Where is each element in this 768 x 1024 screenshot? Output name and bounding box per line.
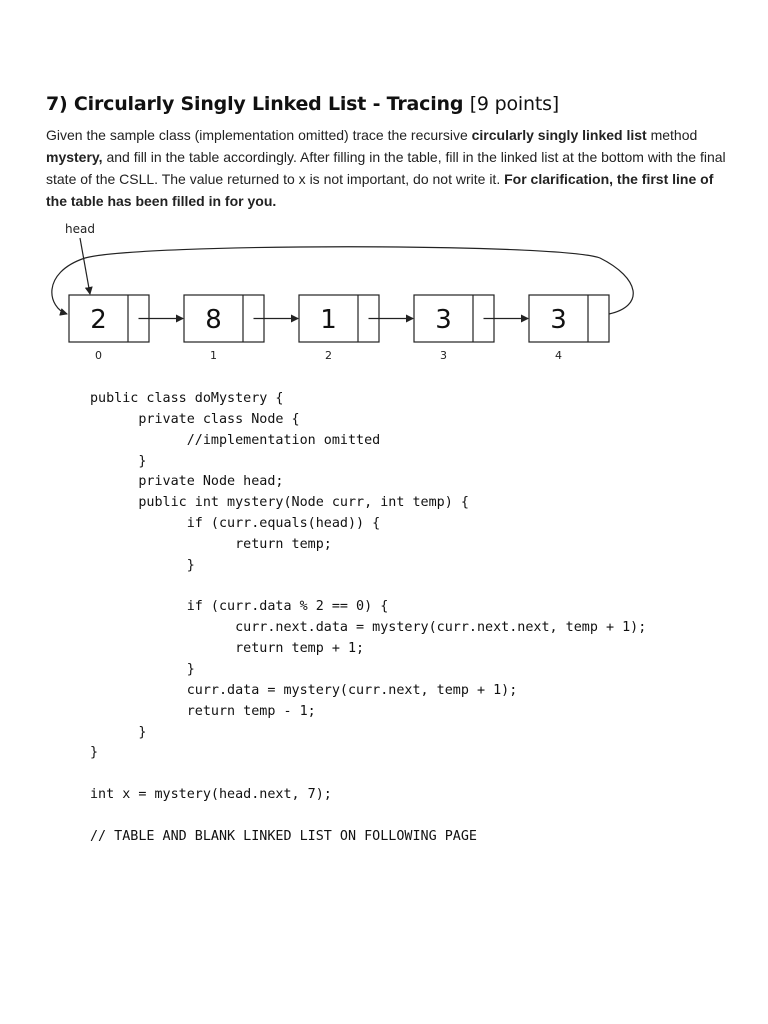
code-line: int x = mystery(head.next, 7); [90, 787, 332, 803]
code-line: if (curr.data % 2 == 0) { [90, 599, 389, 615]
node-value: 8 [205, 305, 222, 335]
question-title [46, 93, 559, 115]
code-line: } [90, 453, 147, 469]
node-index: 1 [210, 349, 217, 362]
code-line [90, 577, 646, 598]
code-line: public class doMystery { [90, 391, 284, 406]
node-value: 3 [435, 305, 452, 335]
intro-text-3: and fill in the table accordingly. After filling in the table, fill in the linked list at the bottom with the final state of the CSLL. The value returned to x is not important, do not write it. [46, 149, 726, 187]
list-node [69, 295, 183, 362]
code-line: } [90, 724, 147, 740]
node-value: 3 [550, 305, 567, 335]
code-line: if (curr.equals(head)) { [90, 516, 381, 532]
node-box [529, 295, 609, 342]
intro-text-2: method [646, 127, 698, 143]
node-box [69, 295, 149, 342]
code-line [90, 806, 646, 827]
list-node [529, 295, 609, 362]
intro-text-1: Given the sample class (implementation omitted) trace the recursive [46, 127, 472, 143]
code-line: public int mystery(Node curr, int temp) { [90, 495, 469, 511]
node-box [414, 295, 494, 342]
list-node [184, 295, 298, 362]
code-line: private Node head; [90, 474, 284, 490]
linked-list-diagram [40, 218, 650, 368]
question-points: [9 points] [469, 93, 559, 115]
node-index: 4 [555, 349, 562, 362]
node-index: 3 [440, 349, 447, 362]
head-label: head [65, 222, 95, 236]
code-line: return temp; [90, 536, 332, 552]
code-line: return temp - 1; [90, 703, 316, 719]
question-instructions [46, 124, 726, 212]
code-line: //implementation omitted [90, 432, 381, 448]
code-line [90, 764, 646, 785]
node-value: 1 [320, 305, 337, 335]
intro-bold-2: mystery, [46, 149, 103, 165]
question-title-text: 7) Circularly Singly Linked List - Tracing [46, 93, 464, 115]
node-value: 2 [90, 305, 107, 335]
code-line: curr.data = mystery(curr.next, temp + 1); [90, 682, 518, 698]
intro-bold-1: circularly singly linked list [471, 127, 647, 143]
intro-bold-3: For clarification, the first line of the table has been filled in for you. [46, 171, 714, 209]
code-line: } [90, 661, 195, 677]
code-line: private class Node { [90, 411, 300, 427]
head-pointer-arrow [80, 238, 90, 294]
code-line: } [90, 557, 195, 573]
code-line: // TABLE AND BLANK LINKED LIST ON FOLLOWING PAGE [90, 828, 477, 844]
list-node [299, 295, 413, 362]
node-box [184, 295, 264, 342]
list-node [414, 295, 528, 362]
list-nodes [69, 295, 609, 362]
code-line: return temp + 1; [90, 641, 365, 657]
code-line: curr.next.data = mystery(curr.next.next, temp + 1); [90, 620, 647, 636]
node-index: 0 [95, 349, 102, 362]
code-listing [90, 389, 646, 848]
code-line: } [90, 745, 99, 761]
node-index: 2 [325, 349, 332, 362]
node-box [299, 295, 379, 342]
